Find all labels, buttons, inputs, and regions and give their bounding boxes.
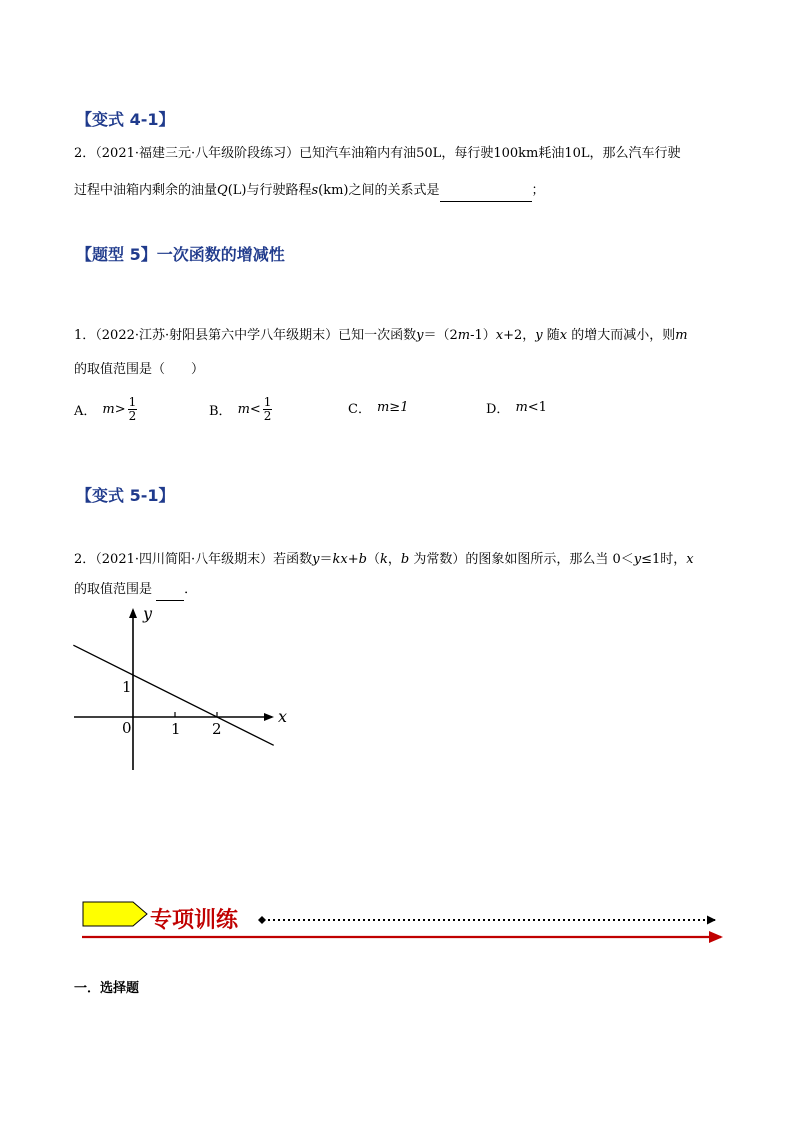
question-text: +2， — [503, 328, 536, 343]
question-text: ， — [387, 552, 401, 567]
option-d[interactable] — [486, 398, 547, 417]
variable-y: y — [633, 552, 642, 567]
banner-title: 专项训练 — [150, 907, 239, 933]
y-tick-label-1: 1 — [122, 678, 132, 696]
option-c[interactable] — [348, 398, 408, 417]
comparison-operator: < — [249, 402, 261, 417]
x-tick-label-2: 2 — [212, 720, 222, 738]
variable-y: y — [416, 328, 424, 343]
question-source: （2021·福建三元·八年级阶段练习） — [95, 146, 300, 161]
question-text: ＝（2 — [423, 328, 458, 343]
option-label: A． — [74, 404, 97, 419]
question-text: 过程中油箱内剩余的油量 — [74, 183, 218, 198]
type-5-heading: 【题型 5】一次函数的增减性 — [76, 245, 285, 264]
x-axis-label: x — [278, 707, 288, 726]
option-label: B． — [209, 404, 232, 419]
question-2b-line-1 — [74, 550, 694, 570]
variable-s: s — [311, 183, 319, 198]
question-2-line-2 — [74, 181, 545, 202]
question-text: 随 — [542, 328, 560, 343]
variable-m: m — [675, 328, 688, 343]
fraction — [263, 396, 273, 423]
question-text: ． — [184, 582, 198, 597]
banner-diamond — [258, 916, 266, 924]
question-text: ； — [531, 183, 545, 198]
variable-x: x — [686, 552, 694, 567]
comparison-operator: < — [527, 400, 539, 415]
question-1-line-1 — [74, 326, 688, 346]
linear-function-graph — [60, 598, 310, 778]
question-number: 2． — [74, 146, 96, 161]
option-value: 1 — [400, 400, 409, 415]
comparison-operator: ≥ — [389, 400, 401, 415]
x-tick-label-1: 1 — [171, 720, 181, 738]
question-text: (L)与行驶路程 — [227, 183, 312, 198]
fraction — [128, 396, 138, 423]
variable-m: m — [102, 402, 115, 417]
question-text: 的取值范围是 — [74, 582, 157, 597]
option-b[interactable] — [209, 396, 272, 423]
variable-k: k — [379, 552, 388, 567]
variable-y: y — [535, 328, 543, 343]
question-text: -1） — [470, 328, 496, 343]
variable-kx: kx — [332, 552, 348, 567]
question-number: 1． — [74, 328, 96, 343]
option-label: C． — [348, 402, 371, 417]
question-text: （2022·江苏·射阳县第六中学八年级期末）已知一次函数 — [95, 328, 417, 343]
variant-4-1-heading: 【变式 4-1】 — [76, 110, 175, 129]
question-number: 2． — [74, 552, 96, 567]
fraction-numerator: 1 — [128, 395, 137, 409]
option-a[interactable] — [74, 396, 137, 423]
variable-q: Q — [217, 183, 228, 198]
variant-5-1-heading: 【变式 5-1】 — [76, 486, 175, 505]
banner-tag-shape — [83, 902, 147, 926]
variable-m: m — [515, 400, 528, 415]
fraction-denominator: 2 — [263, 409, 272, 423]
question-text: 已知汽车油箱内有油50L，每行驶100km耗油10L，那么汽车行驶 — [299, 146, 681, 161]
question-1-line-2: 的取值范围是（ ） — [74, 362, 205, 377]
variable-m: m — [457, 328, 471, 343]
origin-label: 0 — [122, 719, 132, 737]
variable-x: x — [559, 328, 568, 343]
variable-b: b — [358, 552, 367, 567]
question-2-line-1 — [74, 144, 681, 164]
variable-x: x — [495, 328, 504, 343]
question-text: (km)之间的关系式是 — [318, 183, 440, 198]
variable-m: m — [237, 402, 250, 417]
comparison-operator: > — [114, 402, 126, 417]
fraction-denominator: 2 — [128, 409, 137, 423]
option-label: D． — [486, 402, 510, 417]
variable-y: y — [312, 552, 320, 567]
section-title: 一．选择题 — [74, 981, 140, 996]
y-axis-label: y — [143, 604, 153, 623]
question-text: 的增大而减小，则 — [567, 328, 676, 343]
question-text: + — [347, 552, 359, 567]
option-value: 1 — [538, 400, 547, 415]
question-text: ＝ — [319, 552, 333, 567]
answer-blank — [440, 181, 532, 202]
question-text: ≤1时， — [641, 552, 687, 567]
question-text: （2021·四川简阳·八年级期末）若函数 — [95, 552, 313, 567]
question-text: （ — [366, 552, 380, 567]
fraction-numerator: 1 — [263, 395, 272, 409]
question-text: 为常数）的图象如图所示，那么当 0＜ — [409, 552, 634, 567]
variable-b: b — [400, 552, 410, 567]
variable-m: m — [376, 400, 390, 415]
